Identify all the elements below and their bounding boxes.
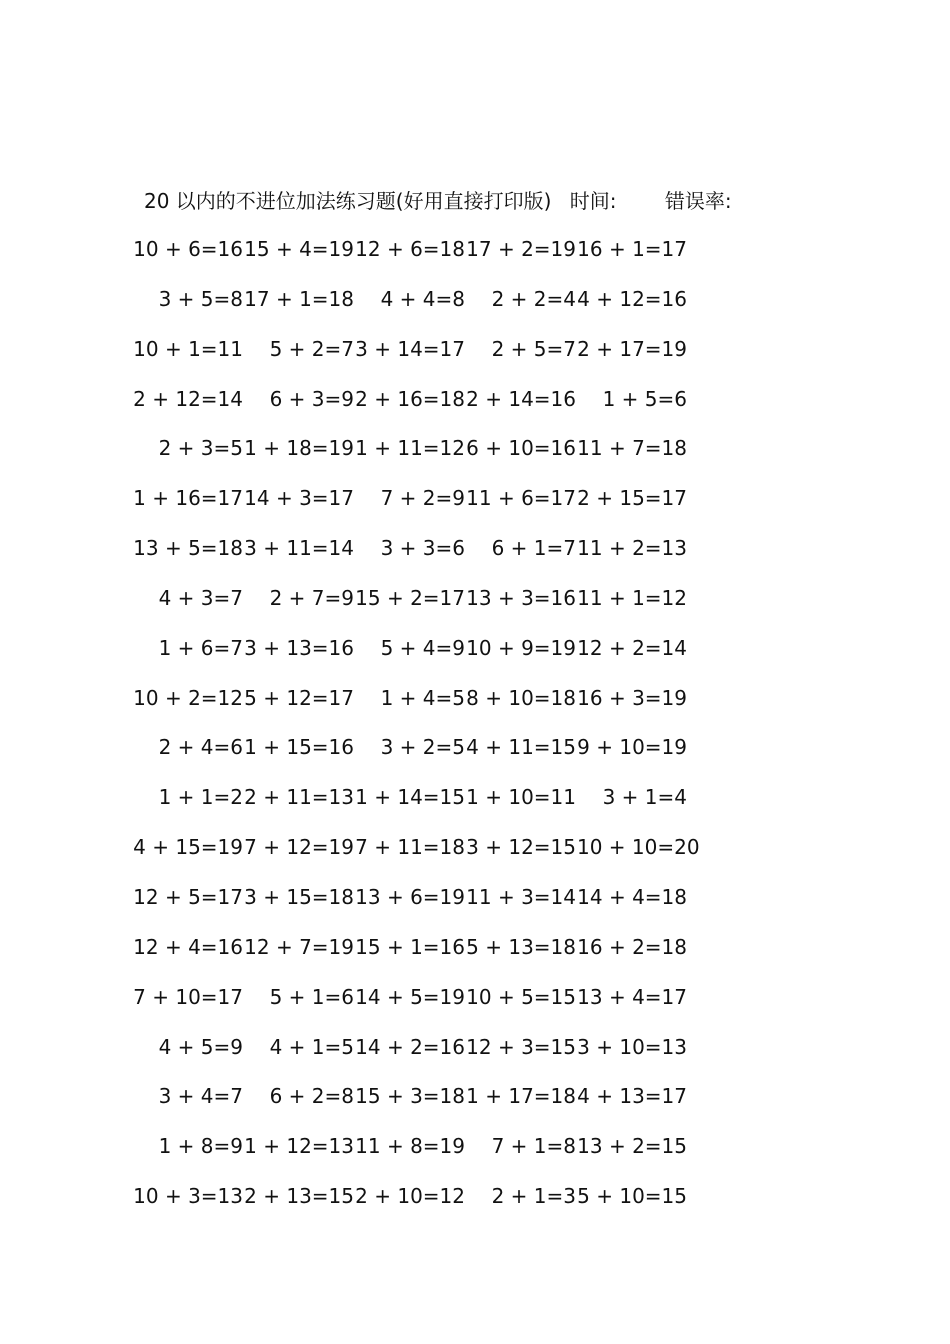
equation: 10 + 5=15 [466, 984, 576, 1009]
worksheet-header [144, 186, 732, 216]
equation: 1 + 14=15 [355, 785, 465, 810]
equation: 15 + 4=19 [244, 237, 354, 261]
equation: 2 + 1=3 [491, 1184, 576, 1209]
equation: 3 + 4=7 [158, 1084, 243, 1109]
equation: 11 + 8=19 [355, 1134, 465, 1159]
equation: 14 + 3=17 [244, 486, 354, 511]
equation: 6 + 3=9 [269, 386, 354, 411]
equation: 11 + 7=18 [577, 436, 687, 461]
equation: 4 + 13=17 [577, 1084, 687, 1109]
equation: 12 + 3=15 [466, 1034, 576, 1059]
equation: 8 + 10=18 [466, 685, 576, 710]
equation: 3 + 3=6 [380, 536, 465, 561]
equation: 16 + 3=19 [577, 685, 687, 710]
equation: 4 + 5=9 [158, 1034, 243, 1059]
equation: 3 + 5=8 [158, 286, 243, 311]
equation: 7 + 12=19 [244, 835, 354, 860]
equation: 9 + 10=19 [577, 735, 687, 760]
equation: 3 + 14=17 [355, 336, 465, 361]
equation: 2 + 16=18 [355, 386, 465, 411]
equation: 2 + 13=15 [244, 1184, 354, 1209]
equation: 6 + 1=7 [491, 536, 576, 561]
equation: 2 + 12=14 [133, 386, 243, 411]
equation: 16 + 1=17 [577, 237, 687, 261]
equation: 11 + 2=13 [577, 536, 687, 561]
equation: 3 + 10=13 [577, 1034, 687, 1059]
equation: 1 + 17=18 [466, 1084, 576, 1109]
equation: 4 + 12=16 [577, 286, 687, 311]
equation: 10 + 3=13 [133, 1184, 243, 1209]
equation: 10 + 2=12 [133, 685, 243, 710]
equation: 12 + 2=14 [577, 635, 687, 660]
equation: 12 + 7=19 [244, 934, 354, 959]
equation: 7 + 2=9 [380, 486, 465, 511]
equation: 3 + 12=15 [466, 835, 576, 860]
time-label: 时间: [569, 189, 617, 213]
equation: 1 + 11=12 [355, 436, 465, 461]
equation: 4 + 11=15 [466, 735, 576, 760]
worksheet-title: 20 以内的不进位加法练习题(好用直接打印版) [144, 189, 552, 213]
equation: 13 + 3=16 [466, 585, 576, 610]
equation: 14 + 4=18 [577, 884, 687, 909]
equation: 4 + 15=19 [133, 835, 243, 860]
equation: 5 + 13=18 [466, 934, 576, 959]
equation: 10 + 6=16 [133, 237, 243, 261]
equation: 1 + 6=7 [158, 635, 243, 660]
equation: 3 + 1=4 [602, 785, 687, 810]
equation: 17 + 2=19 [466, 237, 576, 261]
equation: 2 + 14=16 [466, 386, 576, 411]
equation: 10 + 10=20 [577, 835, 700, 860]
equation: 2 + 7=9 [269, 585, 354, 610]
equation: 1 + 10=11 [466, 785, 576, 810]
equation: 2 + 2=4 [491, 286, 576, 311]
equation: 2 + 5=7 [491, 336, 576, 361]
equation: 14 + 2=16 [355, 1034, 465, 1059]
equation: 2 + 11=13 [244, 785, 354, 810]
equation: 3 + 13=16 [244, 635, 354, 660]
equation: 5 + 10=15 [577, 1184, 687, 1209]
equation: 5 + 4=9 [380, 635, 465, 660]
equation: 4 + 4=8 [380, 286, 465, 311]
equation: 7 + 11=18 [355, 835, 465, 860]
equation: 1 + 12=13 [244, 1134, 354, 1159]
equation: 11 + 1=12 [577, 585, 687, 610]
equation: 1 + 18=19 [244, 436, 354, 461]
equation: 13 + 6=19 [355, 884, 465, 909]
equation: 15 + 1=16 [355, 934, 465, 959]
equation: 4 + 3=7 [158, 585, 243, 610]
equation: 2 + 3=5 [158, 436, 243, 461]
equation: 2 + 15=17 [577, 486, 687, 511]
equation: 13 + 2=15 [577, 1134, 687, 1159]
equation: 11 + 6=17 [466, 486, 576, 511]
equation: 2 + 17=19 [577, 336, 687, 361]
equation: 15 + 2=17 [355, 585, 465, 610]
equation: 13 + 5=18 [133, 536, 243, 561]
equation: 15 + 3=18 [355, 1084, 465, 1109]
equation: 4 + 1=5 [269, 1034, 354, 1059]
equation: 2 + 4=6 [158, 735, 243, 760]
equation: 16 + 2=18 [577, 934, 687, 959]
equation: 7 + 1=8 [491, 1134, 576, 1159]
equation: 3 + 15=18 [244, 884, 354, 909]
equation: 2 + 10=12 [355, 1184, 465, 1209]
equation: 3 + 2=5 [380, 735, 465, 760]
equation: 17 + 1=18 [244, 286, 354, 311]
equation: 10 + 9=19 [466, 635, 576, 660]
equation: 1 + 8=9 [158, 1134, 243, 1159]
equation: 1 + 4=5 [380, 685, 465, 710]
equation: 5 + 2=7 [269, 336, 354, 361]
equation: 6 + 2=8 [269, 1084, 354, 1109]
equation: 10 + 1=11 [133, 336, 243, 361]
error-rate-label: 错误率: [664, 189, 732, 213]
equation: 1 + 5=6 [602, 386, 687, 411]
equation: 14 + 5=19 [355, 984, 465, 1009]
equation: 7 + 10=17 [133, 984, 243, 1009]
equation: 5 + 12=17 [244, 685, 354, 710]
equation: 5 + 1=6 [269, 984, 354, 1009]
equation: 1 + 1=2 [158, 785, 243, 810]
equation: 12 + 6=18 [355, 237, 465, 261]
equation: 12 + 4=16 [133, 934, 243, 959]
equation: 13 + 4=17 [577, 984, 687, 1009]
equation: 1 + 16=17 [133, 486, 243, 511]
equation: 11 + 3=14 [466, 884, 576, 909]
equation: 12 + 5=17 [133, 884, 243, 909]
equation: 6 + 10=16 [466, 436, 576, 461]
equation: 3 + 11=14 [244, 536, 354, 561]
equation: 1 + 15=16 [244, 735, 354, 760]
